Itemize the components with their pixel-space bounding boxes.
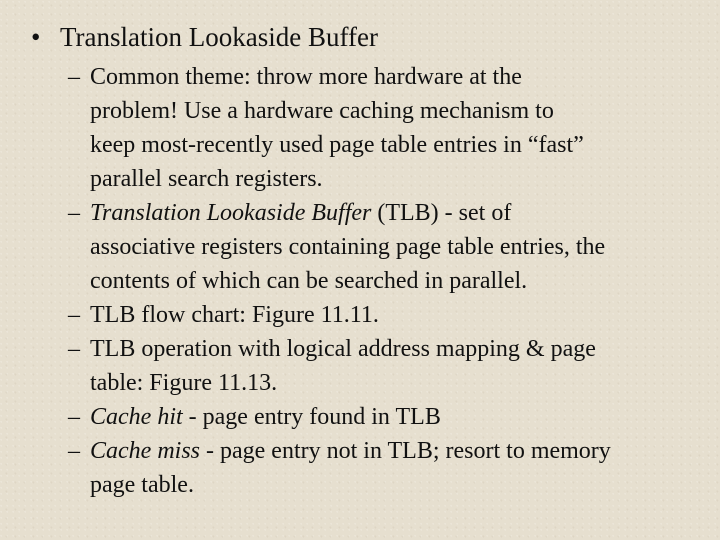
dash-icon: – [68,302,80,328]
item-line: keep most-recently used page table entries in “fast” [90,132,584,158]
term-cache-miss: Cache miss [90,438,200,464]
sub-bullet-list [68,60,708,502]
list-item [68,400,708,434]
item-line: parallel search registers. [90,166,323,192]
dash-icon: – [68,438,80,464]
dash-icon: – [68,404,80,430]
dash-icon: – [68,336,80,362]
list-item [68,434,708,502]
item-first-line-rest: - page entry not in TLB; resort to memory [200,438,611,464]
bullet-icon: • [31,22,41,52]
list-item [68,60,708,196]
item-line: contents of which can be searched in parallel. [90,268,528,294]
list-item [68,332,708,400]
item-line: associative registers containing page table entries, the [90,234,606,260]
item-line: page table. [90,472,194,498]
item-line: Common theme: throw more hardware at the [90,64,522,90]
item-first-line-rest: - page entry found in TLB [182,404,441,430]
item-first-line-rest: (TLB) - set of [371,200,512,226]
item-line: table: Figure 11.13. [90,370,278,396]
term-tlb: Translation Lookaside Buffer [90,200,372,226]
item-first-line [90,196,708,230]
item-line: TLB flow chart: Figure 11.11. [90,302,379,328]
item-first-line [90,400,708,434]
term-cache-hit: Cache hit [90,404,183,430]
list-item [68,196,708,298]
dash-icon: – [68,200,80,226]
item-line: problem! Use a hardware caching mechanism to [90,98,554,124]
item-line: TLB operation with logical address mapping & page [90,336,596,362]
dash-icon: – [68,64,80,90]
slide-title: Translation Lookaside Buffer [60,22,378,52]
list-item [68,298,708,332]
item-first-line [90,434,708,468]
